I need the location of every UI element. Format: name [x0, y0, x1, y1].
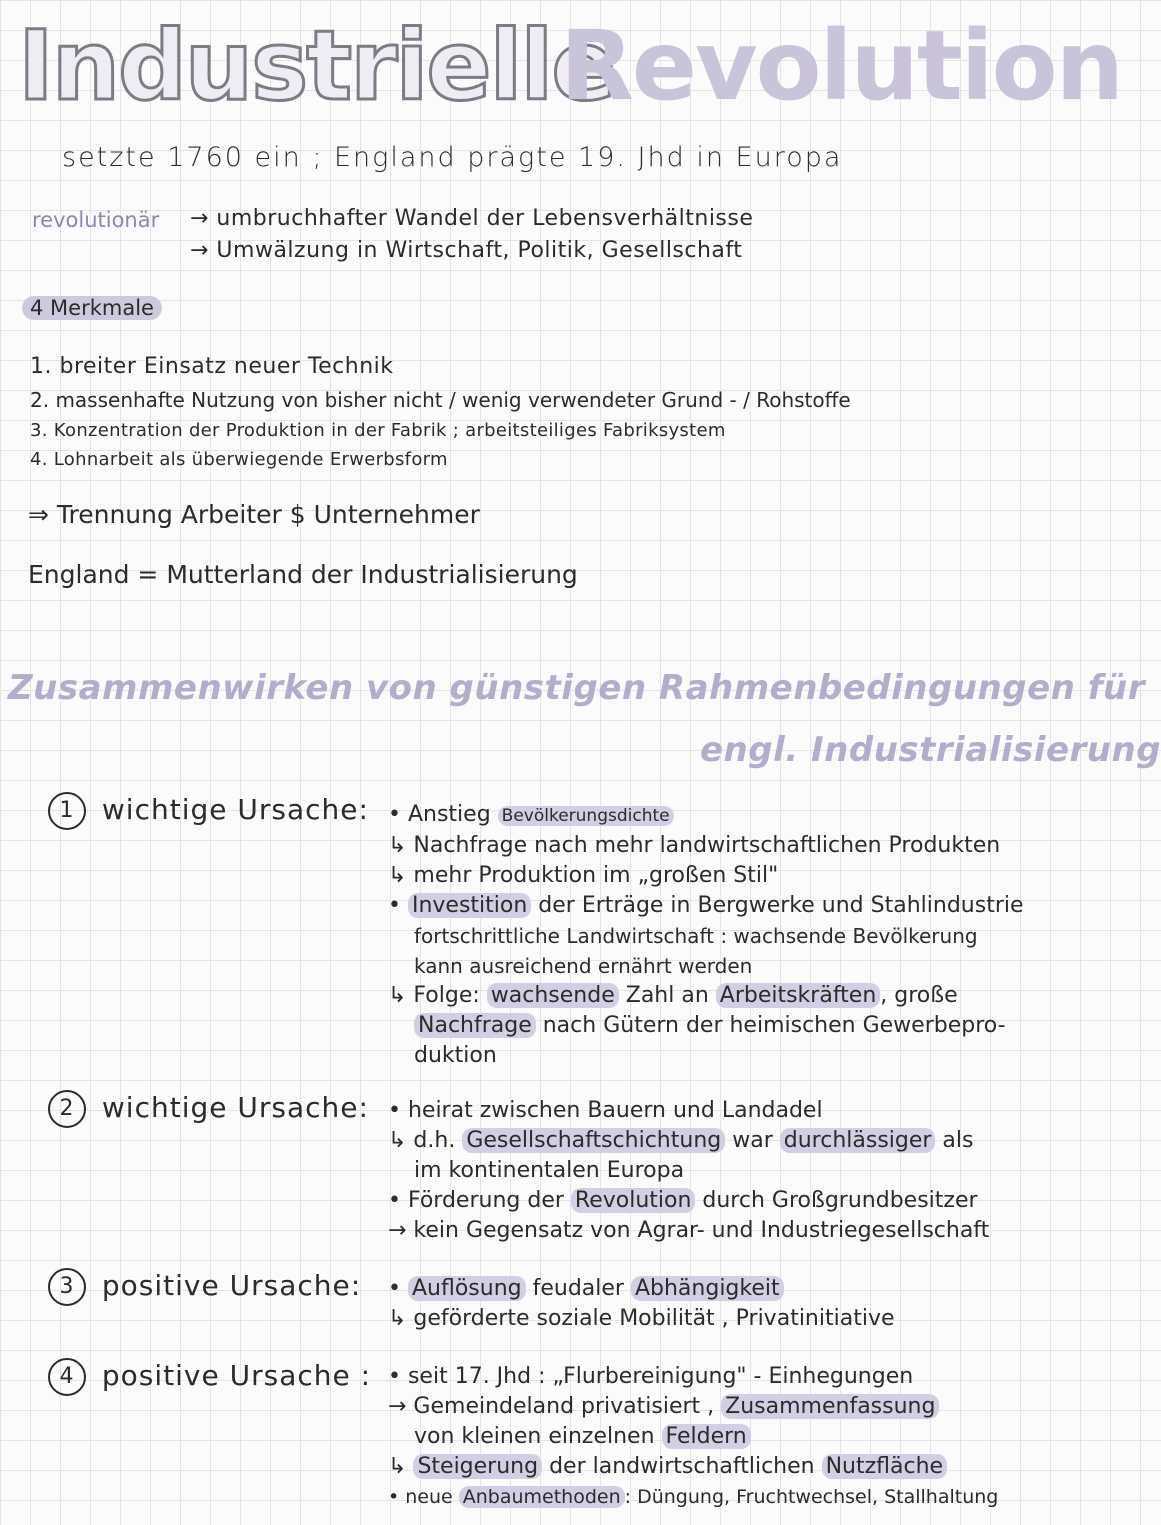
cause-number-badge: 2 [48, 1090, 86, 1128]
revolutionaer-line1: → umbruchhafter Wandel der Lebensverhältnisse [190, 206, 754, 231]
subtitle: setzte 1760 ein ; England prägte 19. Jhd in Europa [62, 142, 843, 173]
text: ↳ Folge: [388, 983, 487, 1008]
cause-label: wichtige Ursache: [101, 1091, 369, 1124]
cause-number-badge: 4 [48, 1358, 86, 1396]
text: durch Großgrundbesitzer [695, 1188, 978, 1213]
highlight: durchlässiger [780, 1128, 936, 1153]
merkmale-label: 4 Merkmale [22, 296, 162, 320]
cause-3-label [48, 1268, 361, 1306]
text: Zahl an [618, 983, 716, 1008]
cause-4-details [388, 1362, 998, 1512]
highlight: Gesellschaftschichtung [462, 1128, 725, 1153]
text: ↳ d.h. [388, 1128, 463, 1153]
text: • neue [388, 1486, 459, 1508]
cause-1-label [48, 792, 369, 830]
highlight: Abhängigkeit [631, 1276, 784, 1301]
section-heading-line1: Zusammenwirken von günstigen Rahmenbedingungen für [8, 668, 1145, 708]
text: der landwirtschaftlichen [542, 1454, 822, 1479]
cause-label: positive Ursache : [101, 1359, 372, 1392]
merkmal-3: 3. Konzentration der Produktion in der Fabrik ; arbeitsteiliges Fabriksystem [30, 420, 726, 441]
text: • [388, 1276, 408, 1301]
text: fortschrittliche Landwirtschaft : wachsende Bevölkerung [414, 924, 978, 948]
highlight: Bevölkerungsdichte [498, 806, 674, 826]
text: nach Gütern der heimischen Gewerbepro- [535, 1013, 1006, 1038]
text: , große [880, 983, 958, 1008]
text: von kleinen einzelnen [414, 1424, 662, 1449]
text: war [725, 1128, 780, 1153]
merkmal-4: 4. Lohnarbeit als überwiegende Erwerbsform [30, 449, 448, 470]
highlight: Nachfrage [414, 1013, 536, 1038]
highlight: Steigerung [413, 1454, 542, 1479]
text: duktion [414, 1043, 497, 1068]
text: im kontinentalen Europa [414, 1158, 685, 1183]
merkmal-1: 1. breiter Einsatz neuer Technik [30, 354, 394, 379]
title-part1: Industrielle [18, 10, 615, 122]
highlight: Revolution [571, 1188, 696, 1213]
revolutionaer-line2: → Umwälzung in Wirtschaft, Politik, Gesellschaft [190, 238, 743, 263]
merkmal-2: 2. massenhafte Nutzung von bisher nicht / wenig verwendeter Grund - / Rohstoffe [30, 388, 851, 412]
text: ↳ [388, 1454, 414, 1479]
cause-label: wichtige Ursache: [101, 793, 369, 826]
cause-number-badge: 3 [48, 1268, 86, 1306]
title-part2: Revolution [560, 10, 1122, 122]
highlight: Arbeitskräften [716, 983, 881, 1008]
highlight: Investition [408, 893, 531, 918]
text: ↳ geförderte soziale Mobilität , Privatinitiative [388, 1306, 895, 1331]
highlight: Auflösung [408, 1276, 526, 1301]
cause-1-details [388, 800, 1024, 1071]
text: ↳ Nachfrage nach mehr landwirtschaftlichen Produkten [388, 833, 1001, 858]
revolutionaer-label: revolutionär [32, 208, 160, 232]
highlight: Anbaumethoden [459, 1486, 625, 1508]
text: → kein Gegensatz von Agrar- und Industriegesellschaft [388, 1218, 990, 1243]
text: kann ausreichend ernährt werden [414, 954, 753, 978]
text: • seit 17. Jhd : „Flurbereinigung" - Einhegungen [388, 1364, 914, 1389]
cause-2-label [48, 1090, 369, 1128]
text: • Anstieg [388, 802, 498, 827]
text: • [388, 893, 408, 918]
text: • Förderung der [388, 1188, 571, 1213]
text: ↳ mehr Produktion im „großen Stil" [388, 863, 779, 888]
trennung-line: ⇒ Trennung Arbeiter $ Unternehmer [28, 500, 480, 529]
highlight: Nutzfläche [822, 1454, 948, 1479]
highlight: wachsende [487, 983, 619, 1008]
cause-3-details [388, 1274, 895, 1334]
section-heading-line2: engl. Industrialisierung [700, 730, 1161, 770]
cause-4-label [48, 1358, 371, 1396]
text: feudaler [525, 1276, 631, 1301]
cause-number-badge: 1 [48, 792, 86, 830]
cause-label: positive Ursache: [101, 1269, 362, 1302]
text: : Düngung, Fruchtwechsel, Stallhaltung [624, 1486, 999, 1508]
cause-2-details [388, 1096, 989, 1246]
text: als [935, 1128, 974, 1153]
text: • heirat zwischen Bauern und Landadel [388, 1098, 823, 1123]
highlight: Feldern [662, 1424, 751, 1449]
text: der Erträge in Bergwerke und Stahlindustrie [531, 893, 1024, 918]
highlight: Zusammenfassung [721, 1394, 939, 1419]
text: → Gemeindeland privatisiert , [388, 1394, 722, 1419]
mutterland-line: England = Mutterland der Industrialisierung [28, 560, 578, 589]
